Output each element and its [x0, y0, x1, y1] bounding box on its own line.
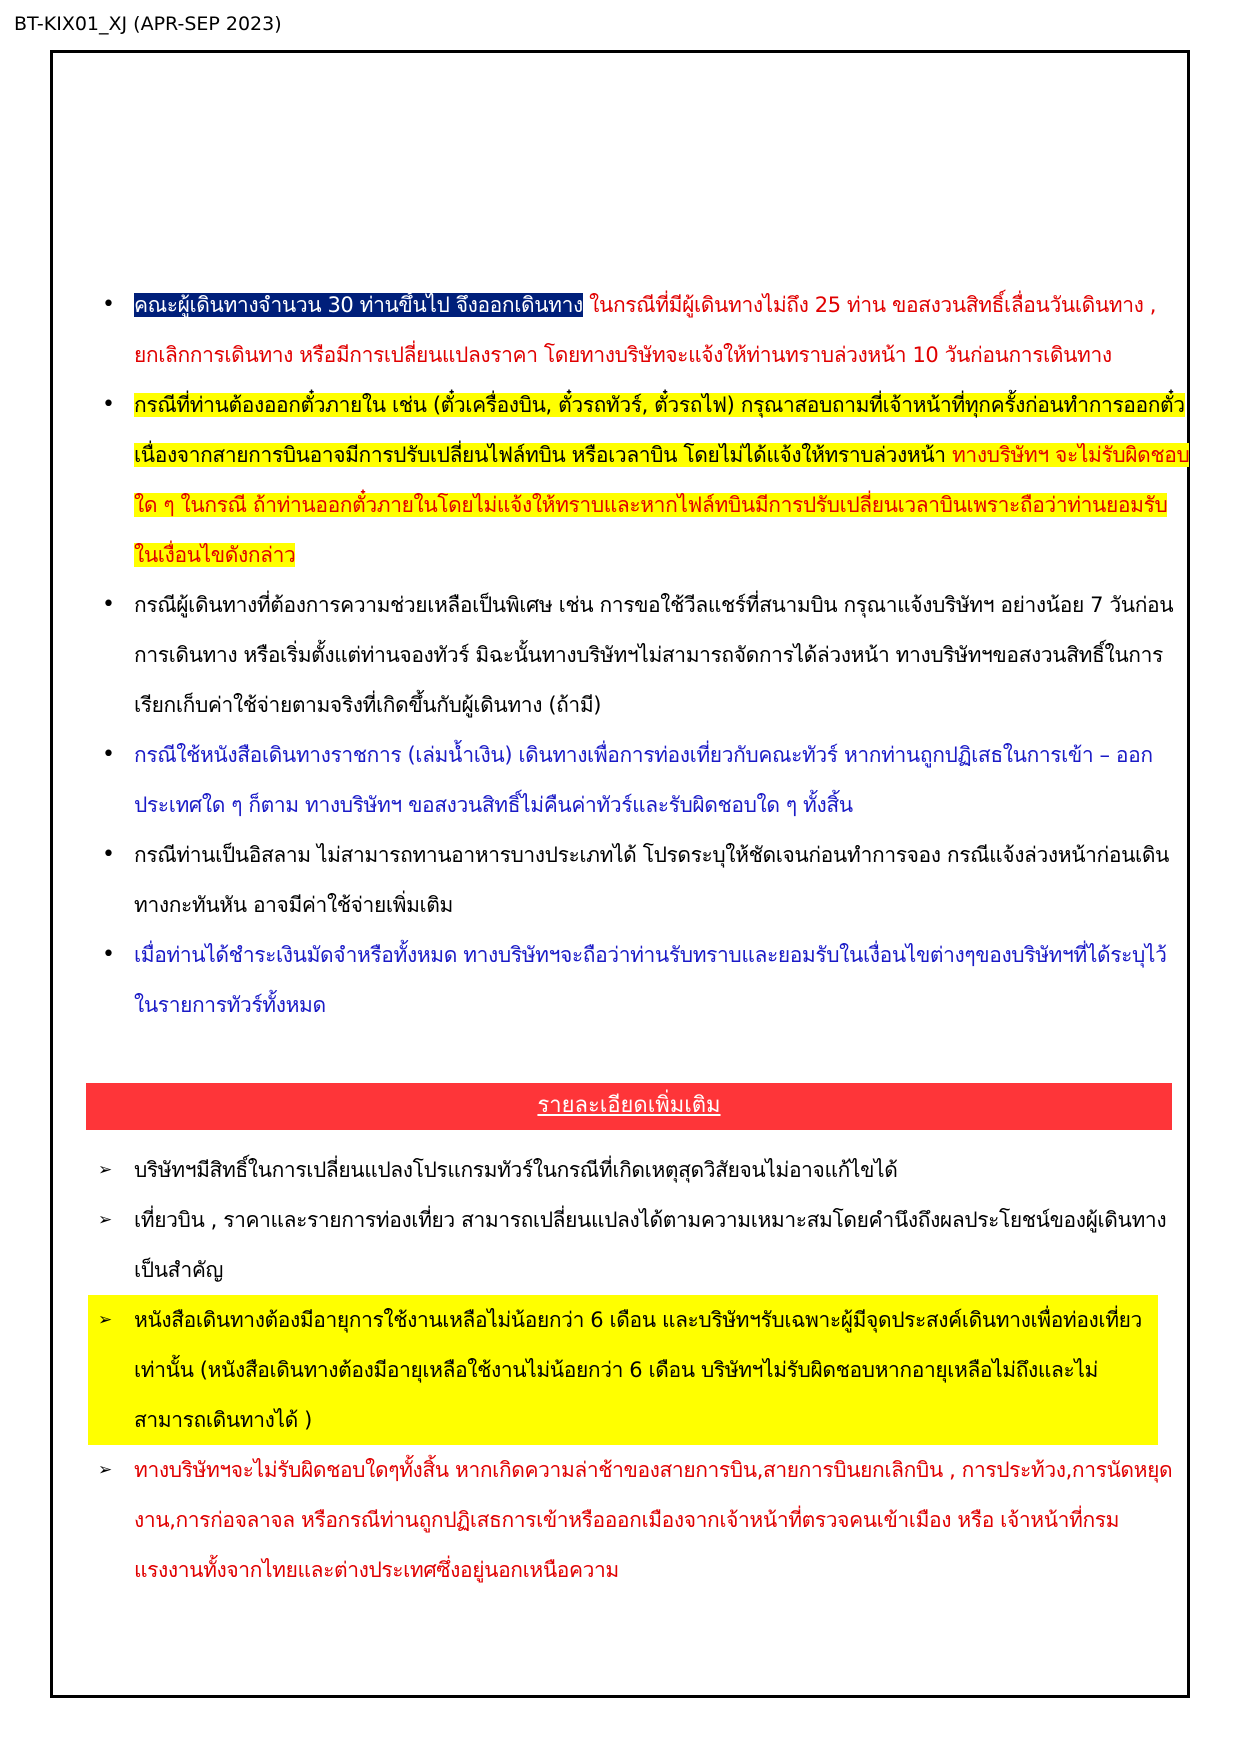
- section-title: รายละเอียดเพิ่มเติม: [537, 1093, 721, 1118]
- payment-acceptance-text: เมื่อท่านได้ชำระเงินมัดจำหรือทั้งหมด ทางบริษัทฯจะถือว่าท่านรับทราบและยอมรับในเงื่อนไขต่างๆของบริษัทฯที่ได้ระบุไว้ในรายการทัวร์ทั้งหมด: [134, 943, 1167, 1017]
- min-travelers-highlight: คณะผู้เดินทางจำนวน 30 ท่านขึ้นไป จึงออกเดินทาง: [134, 293, 583, 317]
- details-list: [88, 1145, 1178, 1595]
- condition-payment-acceptance: [80, 930, 1190, 1030]
- passport-validity-text: หนังสือเดินทางต้องมีอายุการใช้งานเหลือไม่น้อยกว่า 6 เดือน และบริษัทฯรับเฉพาะผู้มีจุดประสงค์เดินทางเพื่อท่องเที่ยวเท่านั้น (หนังสือเดินทางต้องมีอายุเหลือใช้งานไม่น้อยกว่า 6 เดือน บริษัทฯไม่รับผิดชอบหากอายุเหลือไม่ถึงและไม่สามารถเดินทางได้ ): [134, 1308, 1142, 1432]
- condition-muslim-meals: [80, 830, 1190, 930]
- conditions-list: [80, 280, 1190, 1030]
- min-travelers-text: ในกรณีที่มีผู้เดินทางไม่ถึง 25 ท่าน ขอสงวนสิทธิ์เลื่อนวันเดินทาง , ยกเลิกการเดินทาง หรือมีการเปลี่ยนแปลงราคา โดยทางบริษัทจะแจ้งให้ท่านทราบล่วงหน้า 10 วันก่อนการเดินทาง: [134, 293, 1157, 367]
- condition-special-assistance: [80, 580, 1190, 730]
- condition-official-passport: [80, 730, 1190, 830]
- official-passport-text: กรณีใช้หนังสือเดินทางราชการ (เล่มน้ำเงิน) เดินทางเพื่อการท่องเที่ยวกับคณะทัวร์ หากท่านถูกปฏิเสธในการเข้า – ออกประเทศใด ๆ ก็ตาม ทางบริษัทฯ ขอสงวนสิทธิ์ไม่คืนค่าทัวร์และรับผิดชอบใด ๆ ทั้งสิ้น: [134, 743, 1153, 817]
- flight-changes-text: เที่ยวบิน , ราคาและรายการท่องเที่ยว สามารถเปลี่ยนแปลงได้ตามความเหมาะสมโดยคำนึงถึงผลประโยชน์ของผู้เดินทางเป็นสำคัญ: [134, 1208, 1167, 1282]
- domestic-tickets-warning: ทางบริษัทฯ จะไม่รับผิดชอบใด ๆ ในกรณี ถ้าท่านออกตั๋วภายในโดยไม่แจ้งให้ทราบและหากไฟล์ทบินมีการปรับเปลี่ยนเวลาบินเพราะถือว่าท่านยอมรับในเงื่อนไขดังกล่าว: [134, 443, 1190, 567]
- detail-passport-validity: [88, 1295, 1158, 1445]
- section-header-bar: [86, 1083, 1172, 1130]
- program-change-text: บริษัทฯมีสิทธิ์ในการเปลี่ยนแปลงโปรแกรมทัวร์ในกรณีที่เกิดเหตุสุดวิสัยจนไม่อาจแก้ไขได้: [134, 1158, 898, 1182]
- muslim-meals-text: กรณีท่านเป็นอิสลาม ไม่สามารถทานอาหารบางประเภทได้ โปรดระบุให้ชัดเจนก่อนทำการจอง กรณีแจ้งล่วงหน้าก่อนเดินทางกะทันหัน อาจมีค่าใช้จ่ายเพิ่มเติม: [134, 843, 1170, 917]
- condition-domestic-tickets: [80, 380, 1190, 580]
- detail-flight-changes: [88, 1195, 1178, 1295]
- detail-program-change: [88, 1145, 1178, 1195]
- document-code: BT-KIX01_XJ (APR-SEP 2023): [14, 13, 282, 35]
- domestic-tickets-highlight: กรณีที่ท่านต้องออกตั๋วภายใน เช่น (ตั๋วเครื่องบิน, ตั๋วรถทัวร์, ตั๋วรถไฟ) กรุณาสอบถามที่เจ้าหน้าที่ทุกครั้งก่อนทำการออกตั๋ว เนื่องจากสายการบินอาจมีการปรับเปลี่ยนไฟล์ทบิน หรือเวลาบิน โดยไม่ได้แจ้งให้ทราบล่วงหน้า: [134, 393, 1185, 467]
- detail-liability-disclaimer: [88, 1445, 1178, 1595]
- liability-disclaimer-text: ทางบริษัทฯจะไม่รับผิดชอบใดๆทั้งสิ้น หากเกิดความล่าช้าของสายการบิน,สายการบินยกเลิกบิน , การประท้วง,การนัดหยุดงาน,การก่อจลาจล หรือกรณีท่านถูกปฏิเสธการเข้าหรือออกเมืองจากเจ้าหน้าที่ตรวจคนเข้าเมือง หรือ เจ้าหน้าที่กรมแรงงานทั้งจากไทยและต่างประเทศซึ่งอยู่นอกเหนือความ: [134, 1458, 1173, 1582]
- condition-minimum-travelers: [80, 280, 1190, 380]
- special-assistance-text: กรณีผู้เดินทางที่ต้องการความช่วยเหลือเป็นพิเศษ เช่น การขอใช้วีลแชร์ที่สนามบิน กรุณาแจ้งบริษัทฯ อย่างน้อย 7 วันก่อนการเดินทาง หรือเริ่มตั้งแต่ท่านจองทัวร์ มิฉะนั้นทางบริษัทฯไม่สามารถจัดการได้ล่วงหน้า ทางบริษัทฯขอสงวนสิทธิ์ในการเรียกเก็บค่าใช้จ่ายตามจริงที่เกิดขึ้นกับผู้เดินทาง (ถ้ามี): [134, 593, 1174, 717]
